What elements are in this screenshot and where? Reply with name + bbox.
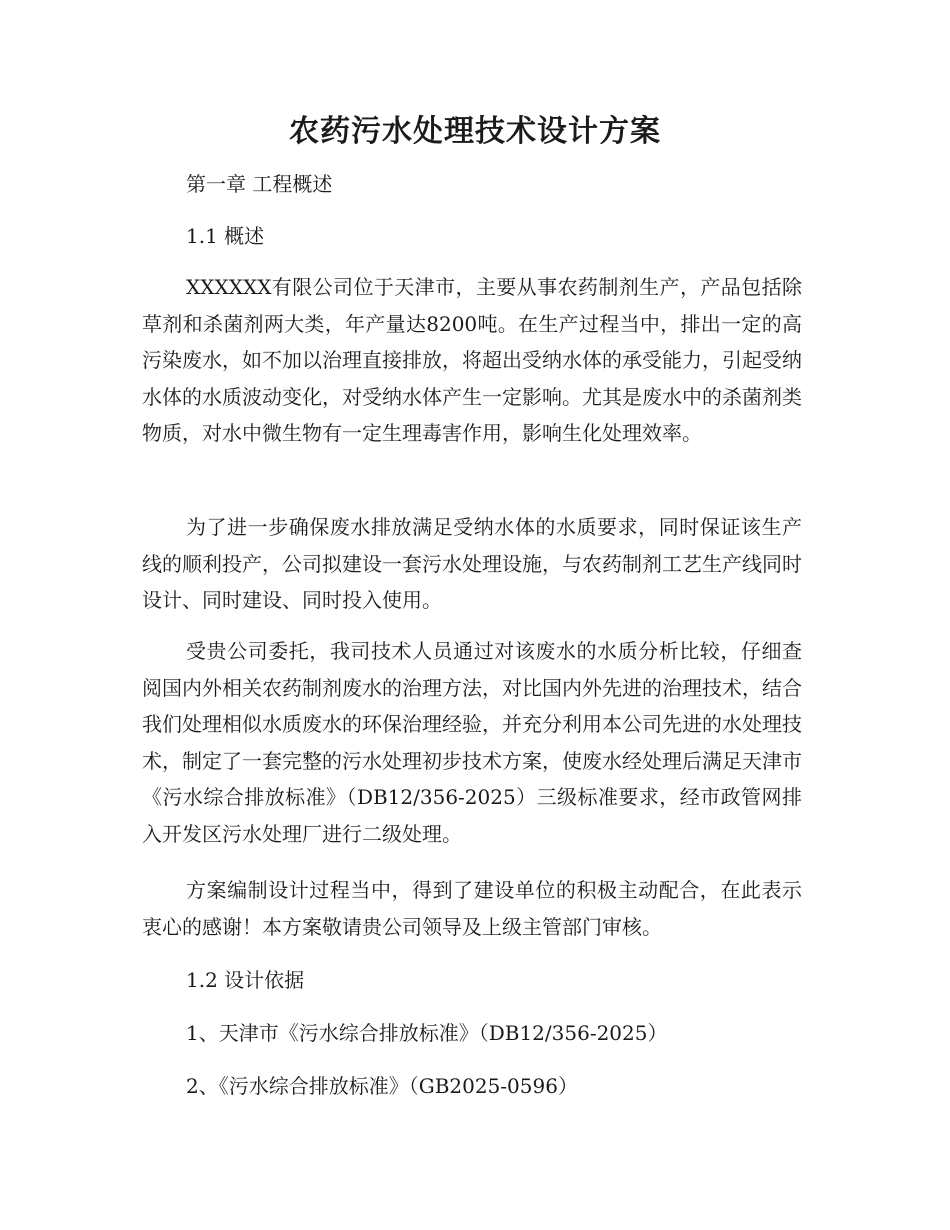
section-heading-1-2: 1.2 设计依据 (186, 968, 305, 992)
document-title: 农药污水处理技术设计方案 (289, 114, 661, 149)
paragraph-purpose: 为了进一步确保废水排放满足受纳水体的水质要求，同时保证该生产线的顺利投产，公司拟建设一套污水处理设施，与农药制剂工艺生产线同时设计、同时建设、同时投入使用。 (142, 515, 802, 613)
paragraph-commission: 受贵公司委托，我司技术人员通过对该废水的水质分析比较，仔细查阅国内外相关农药制剂废水的治理方法，对比国内外先进的治理技术，结合我们处理相似水质废水的环保治理经验，并充分利用本公司先进的水处理技术，制定了一套完整的污水处理初步技术方案，使废水经处理后满足天津市《污水综合排放标准》（DB12/356-2025）三级标准要求，经市政管网排入开发区污水处理厂进行二级处理。 (142, 639, 802, 846)
paragraph-overview: XXXXXX有限公司位于天津市，主要从事农药制剂生产，产品包括除草剂和杀菌剂两大类，年产量达8200吨。在生产过程当中，排出一定的高污染废水，如不加以治理直接排放，将超出受纳水体的承受能力，引起受纳水体的水质波动变化，对受纳水体产生一定影响。尤其是废水中的杀菌剂类物质，对水中微生物有一定生理毒害作用，影响生化处理效率。 (142, 275, 802, 446)
basis-item: 1、天津市《污水综合排放标准》（DB12/356-2025） (186, 1021, 668, 1045)
paragraph-thanks: 方案编制设计过程当中，得到了建设单位的积极主动配合，在此表示衷心的感谢！本方案敬请贵公司领导及上级主管部门审核。 (142, 878, 802, 939)
section-heading-1-1: 1.1 概述 (186, 224, 265, 248)
chapter-heading: 第一章 工程概述 (186, 172, 333, 196)
basis-item: 2、《污水综合排放标准》（GB2025-0596） (186, 1074, 578, 1098)
